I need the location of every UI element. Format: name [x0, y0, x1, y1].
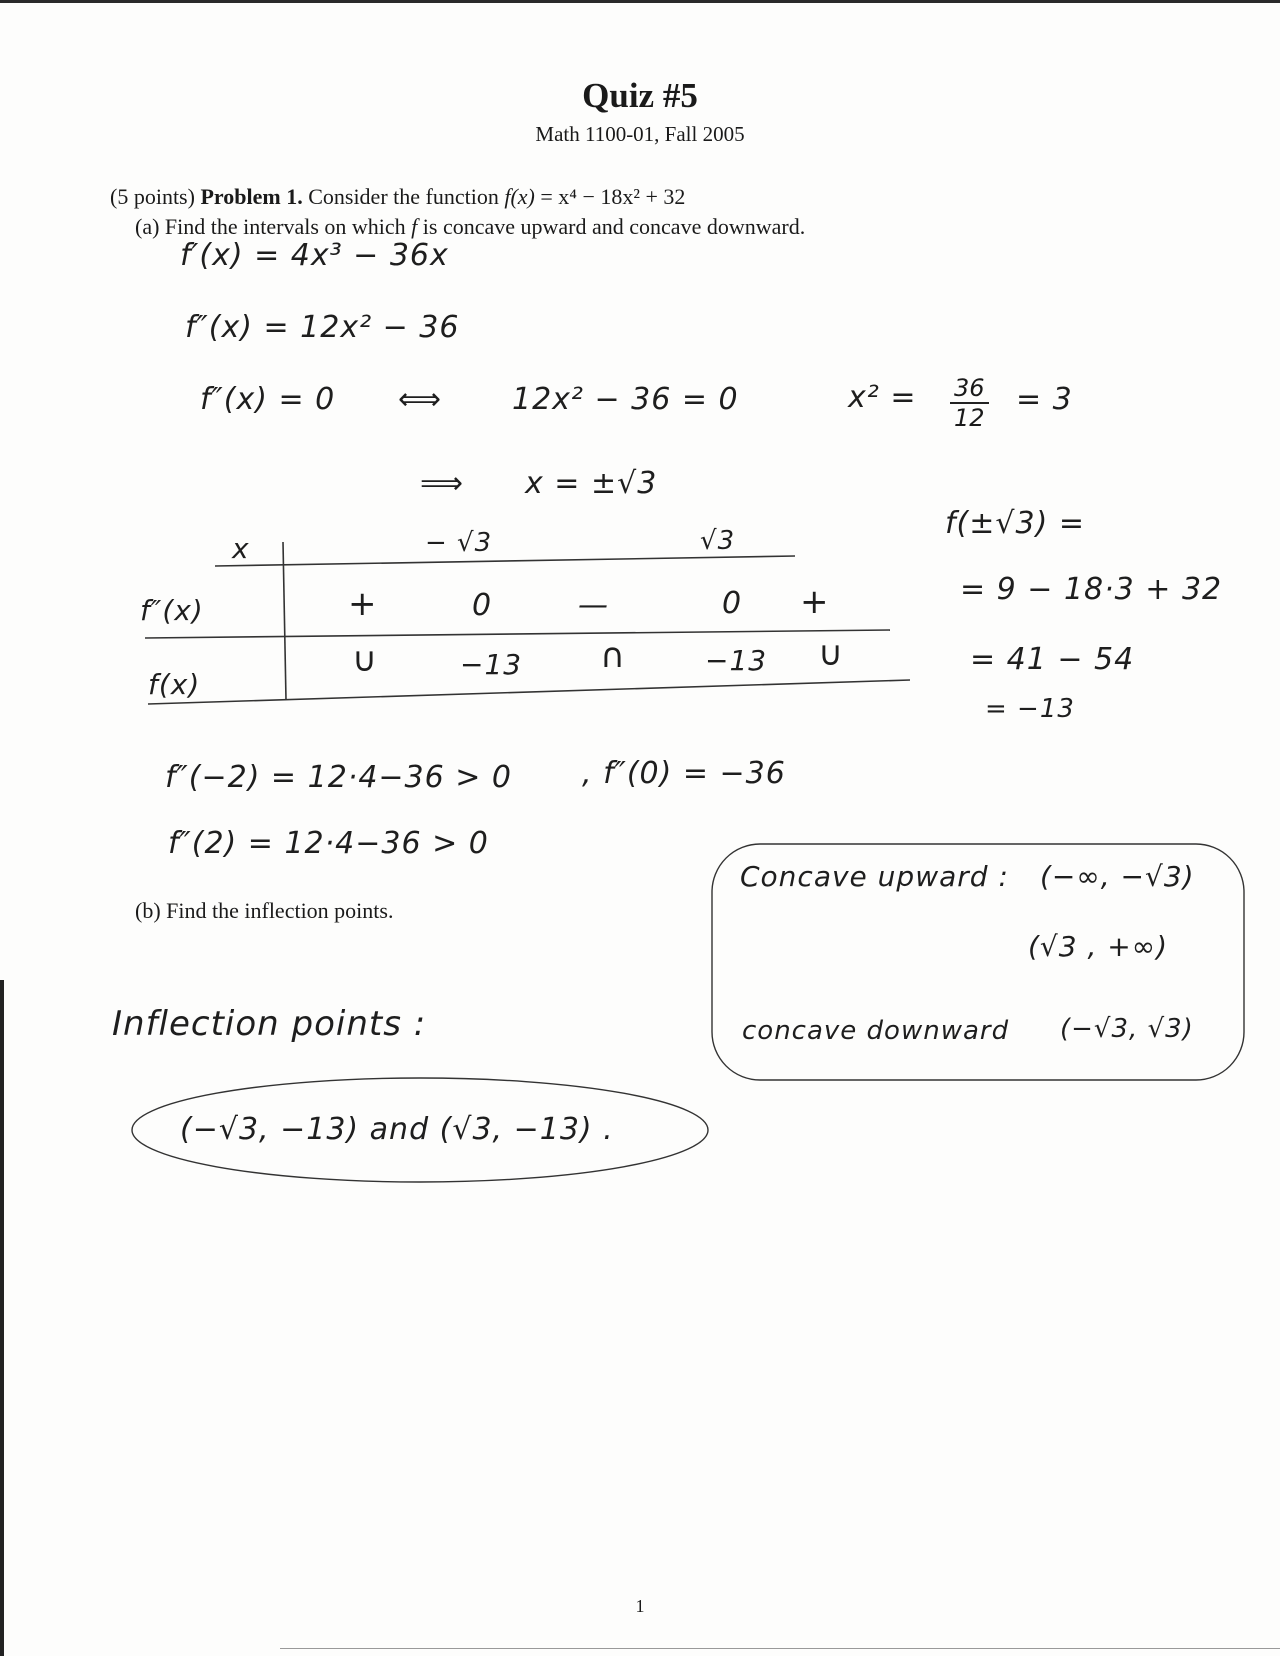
hw-frac-num: 36: [950, 374, 989, 404]
hw-concave-down-label: concave downward: [742, 1016, 1010, 1046]
table-value-right: −13: [705, 644, 768, 677]
table-shape-up-left: ∪: [352, 640, 378, 680]
hw-eval-step1: = 9 − 18·3 + 32: [960, 572, 1223, 607]
hw-inflection-points: (−√3, −13) and (√3, −13) .: [180, 1112, 614, 1147]
problem-label: Problem 1.: [200, 184, 303, 209]
hw-eval-step3: = −13: [985, 694, 1075, 724]
function-lhs: f(x): [504, 184, 535, 209]
hw-roots: x = ±√3: [525, 466, 658, 501]
hw-frac-result: = 3: [1016, 382, 1073, 417]
table-shape-down: ∩: [600, 636, 626, 676]
table-sign-4: 0: [722, 586, 743, 621]
hw-frac-den: 12: [954, 404, 985, 432]
hw-eval-step2: = 41 − 54: [970, 642, 1135, 677]
hw-test-neg2: f″(−2) = 12·4−36 > 0: [165, 760, 513, 795]
hw-test-pos2: f″(2) = 12·4−36 > 0: [168, 826, 489, 861]
part-a-suffix: is concave upward and concave downward.: [422, 214, 806, 239]
hw-second-derivative: f″(x) = 12x² − 36: [185, 310, 460, 345]
hw-x-squared: x² =: [848, 380, 917, 415]
hw-concave-up-label: Concave upward :: [740, 860, 1009, 893]
table-row-f: f(x): [148, 668, 201, 701]
table-col-pos-root: √3: [700, 526, 736, 556]
table-col-neg-root: − √3: [425, 528, 493, 558]
hw-first-derivative: f′(x) = 4x³ − 36x: [180, 238, 449, 273]
table-row-x: x: [232, 532, 250, 565]
table-row-f2: f″(x): [140, 594, 204, 627]
table-sign-2: 0: [472, 588, 493, 623]
table-sign-3: —: [578, 588, 609, 623]
hw-concave-up-int1: (−∞, −√3): [1040, 860, 1195, 893]
hw-equiv: ⟺: [398, 382, 443, 417]
course-subtitle: Math 1100-01, Fall 2005: [535, 122, 745, 146]
hw-test-zero: , f″(0) = −36: [582, 756, 786, 791]
problem-text: Consider the function: [308, 184, 499, 209]
hw-set-zero: f″(x) = 0: [200, 382, 336, 417]
hw-concave-up-int2: (√3 , +∞): [1028, 930, 1168, 963]
page-number: 1: [635, 1596, 645, 1616]
part-a-var: f: [411, 214, 418, 239]
table-sign-1: +: [348, 584, 378, 624]
table-value-left: −13: [460, 648, 523, 681]
page-title: Quiz #5: [582, 76, 698, 115]
hw-eval-head: f(±√3) =: [945, 506, 1085, 541]
part-a-prefix: (a) Find the intervals on which: [135, 214, 406, 239]
hw-inflection-label: Inflection points :: [112, 1004, 427, 1044]
table-sign-5: +: [800, 582, 830, 622]
hw-equation: 12x² − 36 = 0: [512, 382, 739, 417]
function-rhs: = x⁴ − 18x² + 32: [540, 184, 686, 209]
problem-points: (5 points): [110, 184, 195, 209]
hw-concave-down-int: (−√3, √3): [1060, 1014, 1194, 1044]
hw-implies: ⟹: [420, 466, 465, 501]
part-b-question: (b) Find the inflection points.: [135, 898, 394, 923]
table-shape-up-right: ∪: [818, 634, 844, 674]
